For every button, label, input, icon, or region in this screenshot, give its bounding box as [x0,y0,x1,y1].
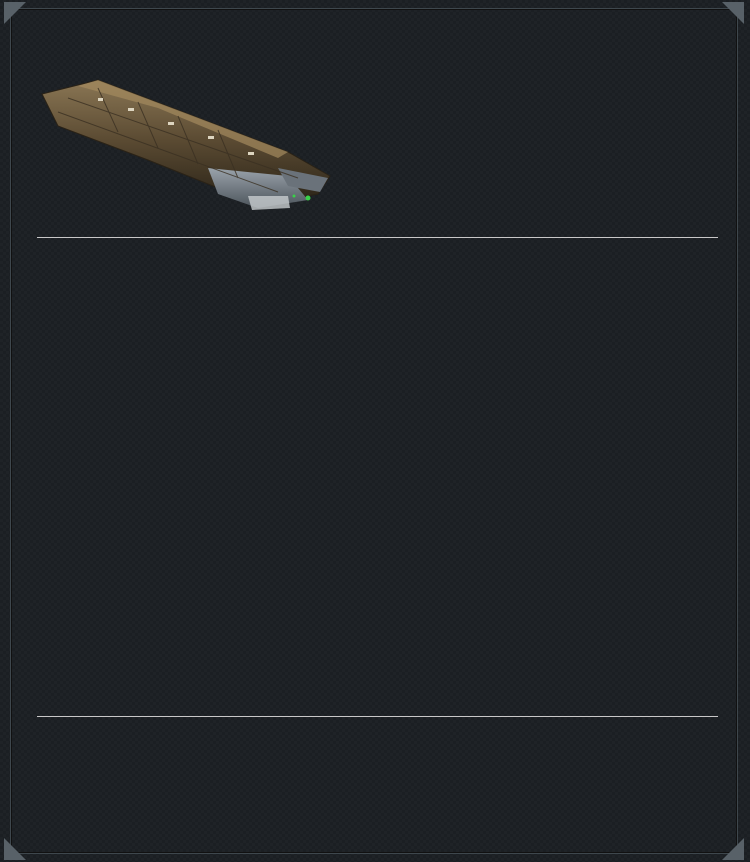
frame-corner [4,838,26,860]
section-divider [37,237,718,238]
frame-corner [4,2,26,24]
section-divider [37,716,718,717]
frame-corner [722,2,744,24]
ship-image [38,68,338,218]
frame-corner [722,838,744,860]
